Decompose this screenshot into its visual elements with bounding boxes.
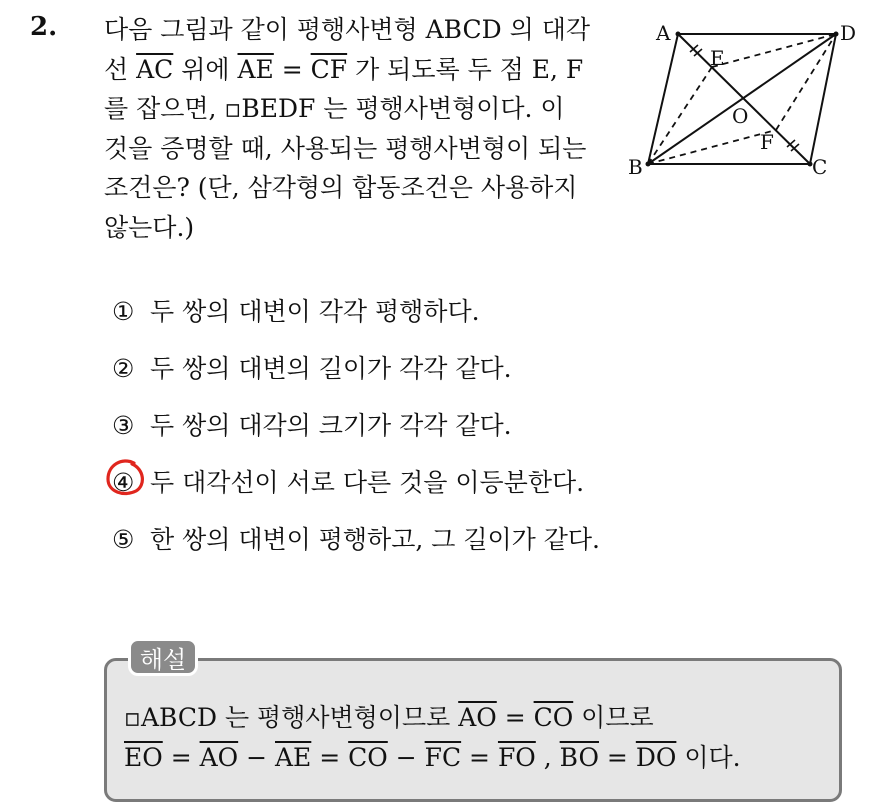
label-f: F — [760, 130, 774, 154]
segment-fo: $\overline{FO}$ — [497, 743, 536, 772]
label-e: E — [710, 46, 725, 70]
choice-text: 두 쌍의 대변의 길이가 각각 같다. — [150, 354, 512, 383]
question-line — [104, 208, 614, 248]
segment-ed — [712, 34, 836, 67]
choice-text: 두 대각선이 서로 다른 것을 이등분한다. — [150, 468, 585, 497]
segment-co: $\overline{CO}$ — [348, 743, 388, 772]
text-segment: − — [387, 743, 425, 772]
question-line — [104, 129, 614, 169]
text-segment: 위에 — [173, 54, 238, 84]
selected-answer-circle-icon — [104, 457, 148, 499]
diagonal-bd — [648, 34, 836, 164]
choice-number: ③ — [112, 411, 135, 440]
choice-text: 두 쌍의 대각의 크기가 각각 같다. — [150, 411, 512, 440]
choice-number: ① — [112, 297, 135, 326]
choice-number: ⑤ — [112, 525, 135, 554]
segment-co: $\overline{CO}$ — [533, 703, 574, 732]
question-line — [104, 89, 614, 129]
label-a: A — [656, 21, 671, 45]
label-o: O — [732, 104, 749, 128]
segment-ae: $\overline{AE}$ — [275, 743, 312, 772]
text-segment: 않는다.) — [104, 212, 195, 242]
text-segment: = — [461, 743, 498, 772]
point-a — [676, 32, 681, 37]
choice-text: 한 쌍의 대변이 평행하고, 그 길이가 같다. — [150, 525, 600, 554]
text-segment: ▫ABCD 는 평행사변형이므로 — [124, 703, 459, 732]
question-line — [104, 168, 614, 208]
explanation-line-1 — [124, 698, 654, 734]
parallelogram-figure — [622, 16, 868, 186]
segment-bo: $\overline{BO}$ — [559, 743, 599, 772]
text-segment: , — [535, 743, 560, 772]
point-b — [646, 162, 651, 167]
text-segment: 선 — [104, 54, 137, 84]
choice-5[interactable] — [112, 520, 600, 556]
question-text — [104, 10, 614, 247]
segment-ac: $\overline{AC}$ — [136, 54, 174, 84]
segment-ae: $\overline{AE}$ — [237, 54, 274, 84]
text-segment: 를 잡으면, ▫BEDF 는 평행사변형이다. 이 — [104, 94, 565, 123]
segment-do: $\overline{DO}$ — [635, 743, 677, 772]
explanation-line-2 — [124, 738, 741, 774]
segment-cf: $\overline{CF}$ — [310, 54, 348, 84]
label-d: D — [840, 21, 857, 45]
text-segment: 다음 그림과 같이 평행사변형 ABCD 의 대각 — [104, 15, 590, 44]
choice-text: 두 쌍의 대변이 각각 평행하다. — [150, 297, 480, 326]
choice-number: ④ — [112, 468, 135, 497]
text-segment: 조건은? (단, 삼각형의 합동조건은 사용하지 — [104, 173, 578, 202]
text-segment: = — [162, 743, 200, 772]
choice-1[interactable] — [112, 292, 480, 328]
text-segment: 것을 증명할 때, 사용되는 평행사변형이 되는 — [104, 133, 587, 163]
question-number: 2. — [30, 12, 58, 42]
text-segment: = — [273, 54, 311, 84]
label-b: B — [628, 155, 643, 179]
segment-ao: $\overline{AO}$ — [458, 703, 497, 732]
segment-fc: $\overline{FC}$ — [424, 743, 462, 772]
text-segment: − — [238, 743, 275, 772]
choice-3[interactable] — [112, 406, 512, 442]
text-segment: 이므로 — [573, 703, 654, 732]
choice-number: ② — [112, 354, 135, 383]
text-segment: = — [598, 743, 636, 772]
text-segment: 가 되도록 두 점 E, F — [347, 54, 584, 84]
label-c: C — [812, 155, 828, 179]
text-segment: = — [311, 743, 349, 772]
text-segment: = — [496, 703, 534, 732]
text-segment: 이다. — [676, 743, 741, 772]
choice-4[interactable] — [112, 463, 584, 499]
choice-2[interactable] — [112, 349, 512, 385]
question-line — [104, 50, 614, 90]
segment-eo: $\overline{EO}$ — [124, 743, 163, 772]
segment-ao: $\overline{AO}$ — [199, 743, 239, 772]
question-line — [104, 10, 614, 50]
point-d — [834, 32, 839, 37]
explanation-tab: 해설 — [128, 638, 198, 676]
